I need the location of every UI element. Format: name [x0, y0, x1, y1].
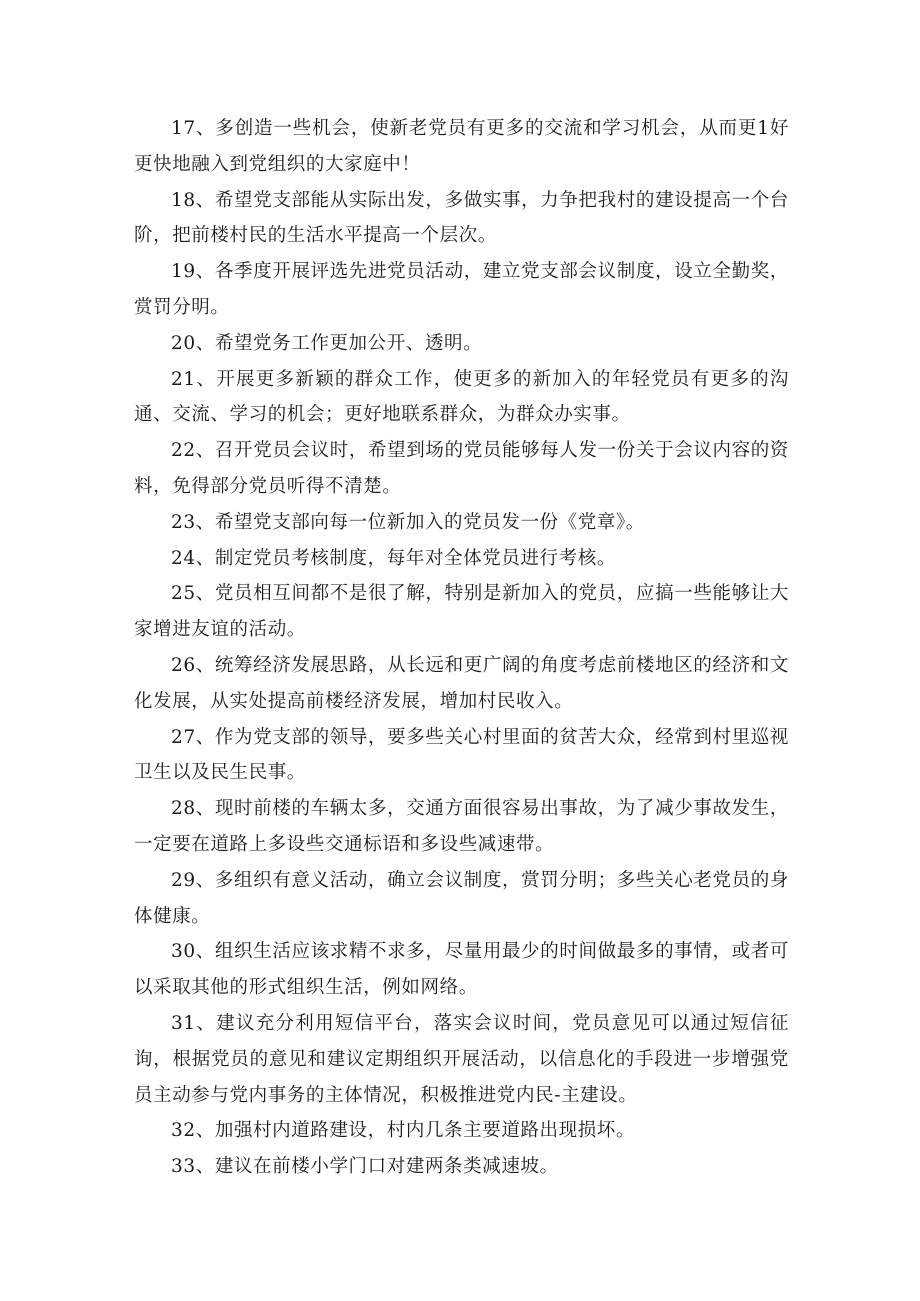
paragraph-25: 25、党员相互间都不是很了解，特别是新加入的党员，应搞一些能够让大家增进友谊的活动。: [134, 583, 789, 641]
paragraph-28: 28、现时前楼的车辆太多，交通方面很容易出事故，为了减少事故发生，一定要在道路上多设些交通标语和多设些减速带。: [134, 798, 789, 855]
paragraph-20: 20、希望党务工作更加公开、透明。: [171, 332, 483, 354]
paragraph-30: 30、组织生活应该求精不求多，尽量用最少的时间做最多的事情，或者可以采取其他的形式组织生活，例如网络。: [134, 941, 789, 999]
paragraph-32: 32、加强村内道路建设，村内几条主要道路出现损坏。: [171, 1120, 636, 1142]
paragraph-31: 31、建议充分利用短信平台，落实会议时间，党员意见可以通过短信征询，根据党员的意见和建议定期组织开展活动，以信息化的手段进一步增强党员主动参与党内事务的主体情况，积极推进党内民-主建设。: [134, 1012, 789, 1106]
paragraph-21: 21、开展更多新颖的群众工作，使更多的新加入的年轻党员有更多的沟通、交流、学习的机会；更好地联系群众，为群众办实事。: [134, 368, 789, 426]
paragraph-22: 22、召开党员会议时，希望到场的党员能够每人发一份关于会议内容的资料，免得部分党员听得不清楚。: [134, 440, 789, 497]
paragraph-29: 29、多组织有意义活动，确立会议制度，赏罚分明；多些关心老党员的身体健康。: [134, 869, 789, 927]
paragraph-24: 24、制定党员考核制度，每年对全体党员进行考核。: [171, 547, 616, 569]
paragraph-33: 33、建议在前楼小学门口对建两条类减速坡。: [171, 1156, 559, 1178]
paragraph-18: 18、希望党支部能从实际出发，多做实事，力争把我村的建设提高一个台阶，把前楼村民的生活水平提高一个层次。: [134, 189, 789, 247]
paragraph-17: 17、多创造一些机会，使新老党员有更多的交流和学习机会，从而更1好更快地融入到党组织的大家庭中！: [134, 118, 789, 175]
paragraph-26: 26、统筹经济发展思路，从长远和更广阔的角度考虑前楼地区的经济和文化发展，从实处提高前楼经济发展，增加村民收入。: [134, 654, 789, 712]
document-body: [134, 111, 789, 1185]
paragraph-19: 19、各季度开展评选先进党员活动，建立党支部会议制度，设立全勤奖，赏罚分明。: [134, 261, 789, 318]
paragraph-27: 27、作为党支部的领导，要多些关心村里面的贫苦大众，经常到村里巡视卫生以及民生民事。: [134, 726, 789, 784]
paragraph-23: 23、希望党支部向每一位新加入的党员发一份《党章》。: [171, 511, 645, 533]
